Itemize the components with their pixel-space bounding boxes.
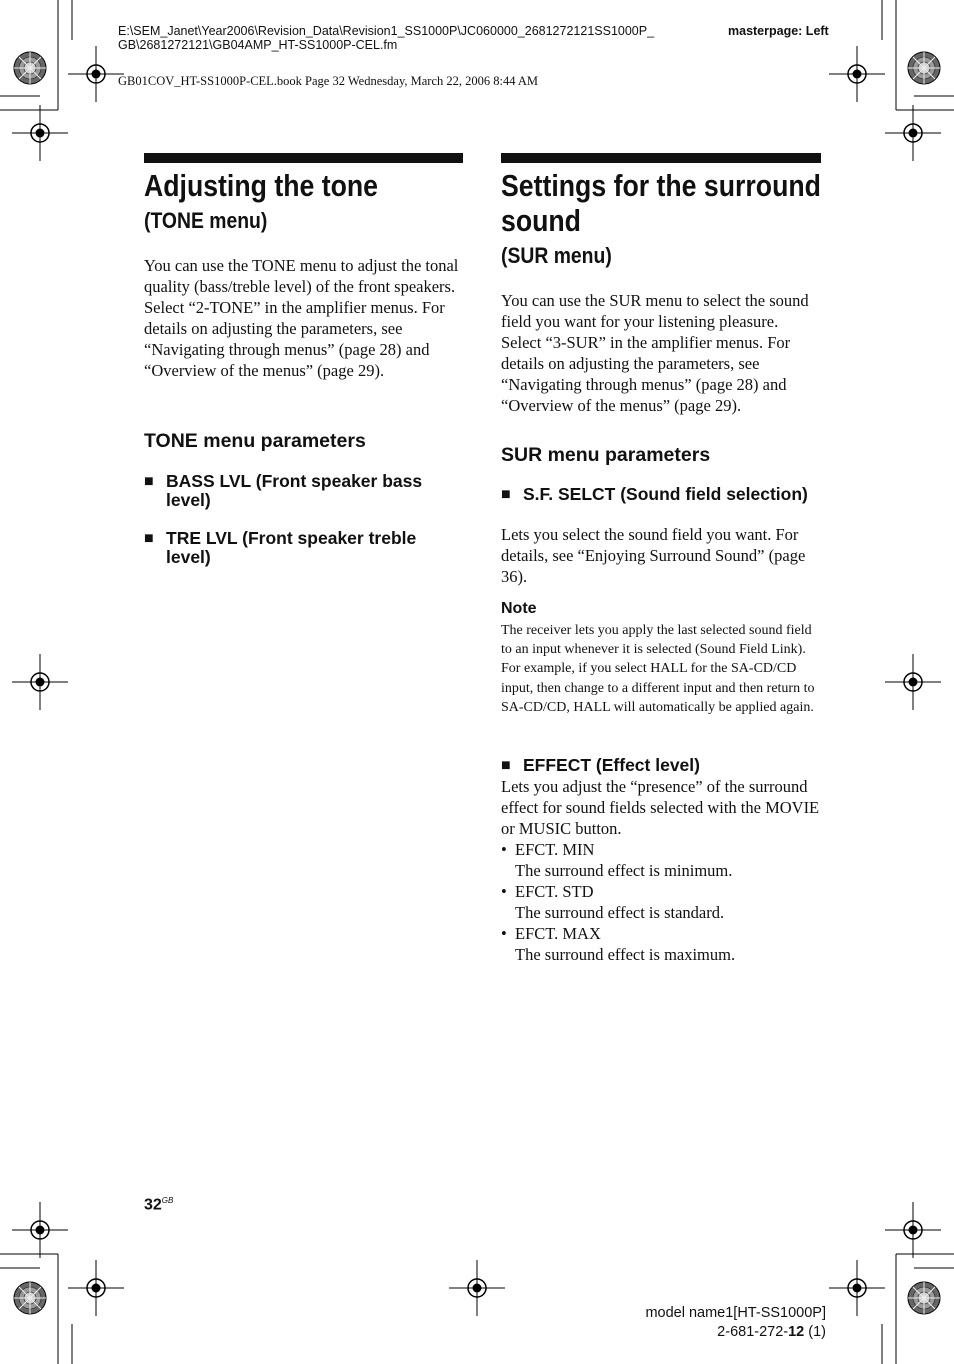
- file-path-line2: GB\2681272121\GB04AMP_HT-SS1000P-CEL.fm: [118, 38, 398, 52]
- page-number-suffix: GB: [161, 1196, 174, 1205]
- left-page-title: Adjusting the tone: [144, 168, 379, 203]
- left-intro-p1: You can use the TONE menu to adjust the tonal quality (bass/treble level) of the front speakers.: [144, 256, 459, 296]
- bullet-glyph: •: [501, 882, 507, 901]
- left-heading-bar: [144, 153, 463, 163]
- model-info: [645, 1304, 826, 1342]
- bullet-name: EFCT. STD: [515, 882, 594, 901]
- left-section-heading: TONE menu parameters: [144, 430, 366, 452]
- right-page-title-line2: sound: [501, 203, 581, 238]
- param-bass-lvl: [144, 472, 464, 510]
- right-intro-p1: You can use the SUR menu to select the sound field you want for your listening pleasure.: [501, 291, 809, 331]
- book-info: GB01COV_HT-SS1000P-CEL.book Page 32 Wednesday, March 22, 2006 8:44 AM: [118, 74, 539, 88]
- param-sf-selct-desc: Lets you select the sound field you want. For details, see “Enjoying Surround Sound” (page 36).: [501, 525, 806, 586]
- param-tre-lvl: [144, 529, 464, 567]
- param-sf-selct: [501, 485, 821, 504]
- model-code-suffix: (1): [804, 1324, 826, 1340]
- right-intro-p2: Select “3-SUR” in the amplifier menus. For details on adjusting the parameters, see “Navigating through menus” (page 28) and “Overview of the menus” (page 29).: [501, 333, 791, 415]
- file-path-line1: E:\SEM_Janet\Year2006\Revision_Data\Revision1_SS1000P\JC060000_2681272121SS1000P_: [118, 24, 655, 38]
- right-page-title-line1: Settings for the surround: [501, 168, 821, 203]
- bullet-desc: The surround effect is standard.: [515, 903, 725, 922]
- param-bass-lvl-label: BASS LVL (Front speaker bass level): [166, 471, 423, 510]
- param-tre-lvl-label: TRE LVL (Front speaker treble level): [166, 528, 417, 567]
- param-effect-desc: [501, 776, 821, 965]
- param-marker: ■: [144, 473, 154, 490]
- note-heading: Note: [501, 600, 537, 617]
- right-section-heading: SUR menu parameters: [501, 444, 711, 466]
- left-intro-p2: Select “2-TONE” in the amplifier menus. For details on adjusting the parameters, see “Navigating through menus” (page 28) and “Overview of the menus” (page 29).: [144, 298, 445, 380]
- param-marker: ■: [501, 757, 511, 774]
- right-intro: [501, 290, 821, 416]
- param-marker: ■: [144, 530, 154, 547]
- bullet-desc: The surround effect is maximum.: [515, 945, 736, 964]
- bullet-glyph: •: [501, 924, 507, 943]
- right-heading-bar: [501, 153, 821, 163]
- model-code: [645, 1323, 826, 1342]
- list-item: [501, 923, 821, 965]
- page-number: [144, 1196, 173, 1214]
- file-path: [118, 24, 654, 52]
- bullet-name: EFCT. MIN: [515, 840, 595, 859]
- bullet-glyph: •: [501, 840, 507, 859]
- page-number-value: 32: [144, 1196, 162, 1214]
- note-text: The receiver lets you apply the last selected sound field to an input whenever it is selected (Sound Field Link). For example, if you select HALL for the SA-CD/CD input, then change to a different input and then return to SA-CD/CD, HALL will automatically be applied again.: [501, 623, 815, 715]
- model-name: model name1[HT-SS1000P]: [645, 1305, 826, 1321]
- list-item: [501, 839, 821, 881]
- right-page-subtitle: (SUR menu): [501, 243, 612, 268]
- param-effect: [501, 756, 821, 775]
- bullet-desc: The surround effect is minimum.: [515, 861, 733, 880]
- list-item: [501, 881, 821, 923]
- param-effect-label: EFFECT (Effect level): [523, 755, 700, 775]
- param-effect-desc-text: Lets you adjust the “presence” of the surround effect for sound fields selected with the MOVIE or MUSIC button.: [501, 777, 820, 838]
- model-code-prefix: 2-681-272-: [717, 1324, 789, 1340]
- param-sf-selct-label: S.F. SELCT (Sound field selection): [523, 484, 808, 504]
- model-code-bold: 12: [788, 1324, 805, 1340]
- param-marker: ■: [501, 486, 511, 503]
- bullet-name: EFCT. MAX: [515, 924, 601, 943]
- left-intro: [144, 255, 464, 381]
- masterpage-label: masterpage: Left: [728, 24, 829, 38]
- left-page-subtitle: (TONE menu): [144, 208, 268, 233]
